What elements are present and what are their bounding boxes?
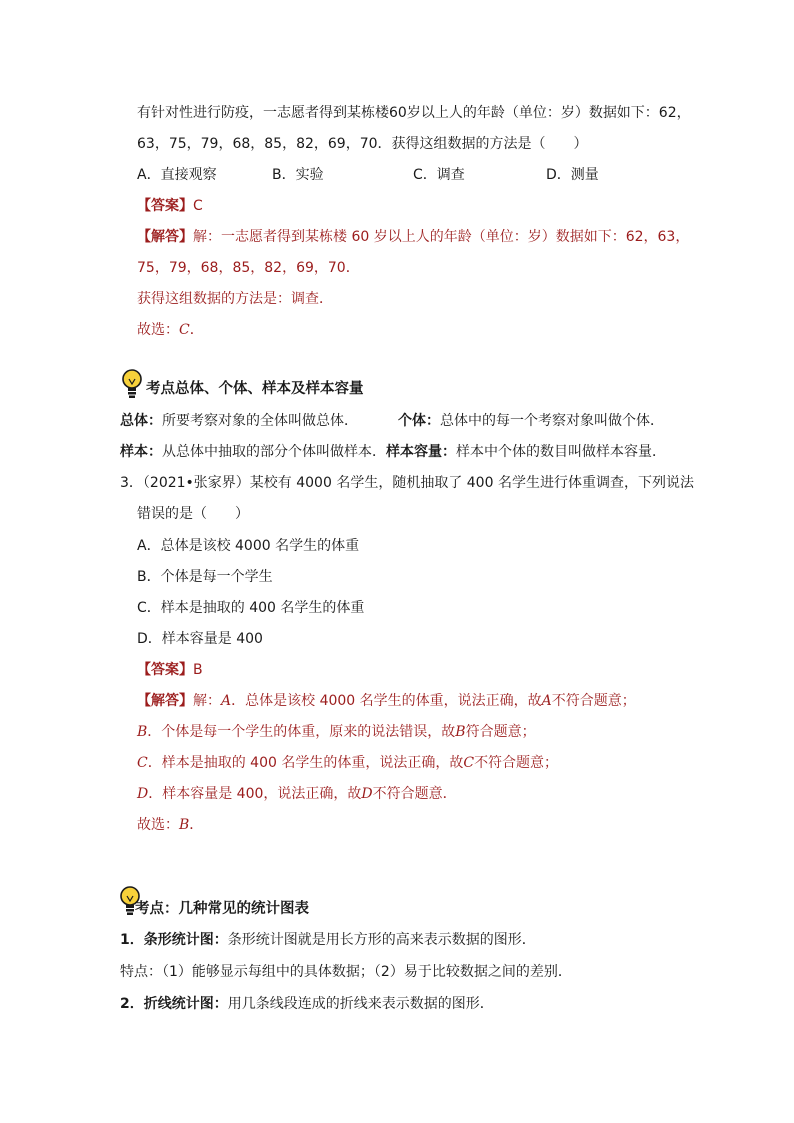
q2-analysis-line-1 [137, 227, 689, 247]
analysis-label: 【解答】 [137, 229, 193, 245]
question-3-line-1: 3．（2021•张家界）某校有 4000 名学生，随机抽取了 400 名学生进行体重调查，下列说法 [120, 475, 694, 491]
analysis-d-conclusion: 不符合题意． [372, 786, 457, 802]
letter-d-ref: D [361, 786, 373, 802]
q2-option-b: B．实验 [272, 167, 324, 183]
letter-c: C [137, 755, 148, 771]
def-individual: 总体中的每一个考察对象叫做个体． [440, 413, 664, 429]
term-individual: 个体： [398, 413, 440, 429]
answer-label: 【答案】 [137, 662, 193, 678]
section-1-title: 考点总体、个体、样本及样本容量 [146, 381, 364, 397]
term-sample-size: 样本容量： [386, 444, 456, 460]
line-chart-definition [120, 994, 494, 1014]
def-population: 所要考察对象的全体叫做总体． [162, 413, 358, 429]
q3-analysis-d [137, 784, 457, 804]
analysis-a-conclusion: 不符合题意； [551, 693, 636, 709]
section-2-title-text: 几种常见的统计图表 [178, 901, 309, 917]
letter-c-ref: C [463, 755, 475, 771]
q3-analysis-c [137, 753, 558, 773]
q2-option-d: D．测量 [546, 167, 599, 183]
choose-suffix: ． [189, 817, 204, 833]
analysis-c-conclusion: 不符合题意； [474, 755, 559, 771]
section-2-title [135, 898, 309, 920]
q2-answer [137, 196, 203, 216]
q2-choose [137, 320, 204, 340]
question-2-line-1: 有针对性进行防疫，一志愿者得到某栋楼60岁以上人的年龄（单位：岁）数据如下：62， [137, 105, 691, 121]
choose-value: C [179, 322, 190, 338]
analysis-c-text: ．样本是抽取的 400 名学生的体重，说法正确，故 [147, 755, 464, 771]
analysis-b-conclusion: 符合题意； [465, 724, 536, 740]
def-sample-size: 样本中个体的数目叫做样本容量． [456, 444, 666, 460]
analysis-b-text: ．个体是每一个学生的体重，原来的说法错误，故 [147, 724, 456, 740]
question-3-line-2: 错误的是（ ） [137, 506, 249, 522]
letter-d: D [137, 786, 149, 802]
analysis-label: 【解答】 [137, 693, 193, 709]
q2-analysis-line-3: 获得这组数据的方法是：调查． [137, 291, 333, 307]
choose-value: B [179, 817, 190, 833]
letter-a-ref: A [541, 693, 552, 709]
definition-population-and-individual [120, 411, 664, 431]
analysis-d-text: ．样本容量是 400，说法正确，故 [148, 786, 362, 802]
section-2-title-prefix: 考点： [135, 901, 179, 917]
bar-chart-features: 特点：（1）能够显示每组中的具体数据；（2）易于比较数据之间的差别． [120, 964, 572, 980]
q3-choose [137, 815, 203, 835]
q2-analysis-line-2: 75，79，68，85，82，69，70． [137, 260, 360, 276]
lightbulb-icon [120, 368, 144, 400]
choose-prefix: 故选： [137, 322, 179, 338]
question-2-line-2: 63，75，79，68，85，82，69，70．获得这组数据的方法是（ ） [137, 136, 588, 152]
line-chart-text: 用几条线段连成的折线来表示数据的图形． [227, 996, 494, 1012]
bar-chart-text: 条形统计图就是用长方形的高来表示数据的图形． [227, 932, 536, 948]
term-population: 总体： [120, 413, 162, 429]
line-chart-label: 2．折线统计图： [120, 996, 228, 1012]
bar-chart-label: 1．条形统计图： [120, 932, 228, 948]
letter-b: B [137, 724, 148, 740]
q3-answer [137, 660, 203, 680]
answer-value: C [193, 198, 203, 214]
answer-value: B [193, 662, 203, 678]
bar-chart-definition [120, 930, 536, 950]
letter-a: A [221, 693, 232, 709]
q3-analysis-b [137, 722, 536, 742]
letter-b-ref: B [455, 724, 466, 740]
analysis-a-text: ．总体是该校 4000 名学生的体重，说法正确，故 [231, 693, 542, 709]
analysis-text: 解：一志愿者得到某栋楼 60 岁以上人的年龄（单位：岁）数据如下：62，63， [193, 229, 690, 245]
choose-prefix: 故选： [137, 817, 179, 833]
choose-suffix: ． [189, 322, 204, 338]
term-sample: 样本： [120, 444, 162, 460]
def-sample: 从总体中抽取的部分个体叫做样本． [162, 444, 386, 460]
answer-label: 【答案】 [137, 198, 193, 214]
analysis-prefix: 解： [193, 693, 221, 709]
q2-option-c: C．调查 [413, 167, 465, 183]
q2-option-a: A．直接观察 [137, 167, 217, 183]
q3-option-c: C．样本是抽取的 400 名学生的体重 [137, 600, 365, 616]
q3-option-a: A．总体是该校 4000 名学生的体重 [137, 538, 360, 554]
q3-analysis-a [137, 691, 636, 711]
q3-option-d: D．样本容量是 400 [137, 631, 263, 647]
definition-sample-and-size [120, 442, 666, 462]
q3-option-b: B．个体是每一个学生 [137, 569, 273, 585]
